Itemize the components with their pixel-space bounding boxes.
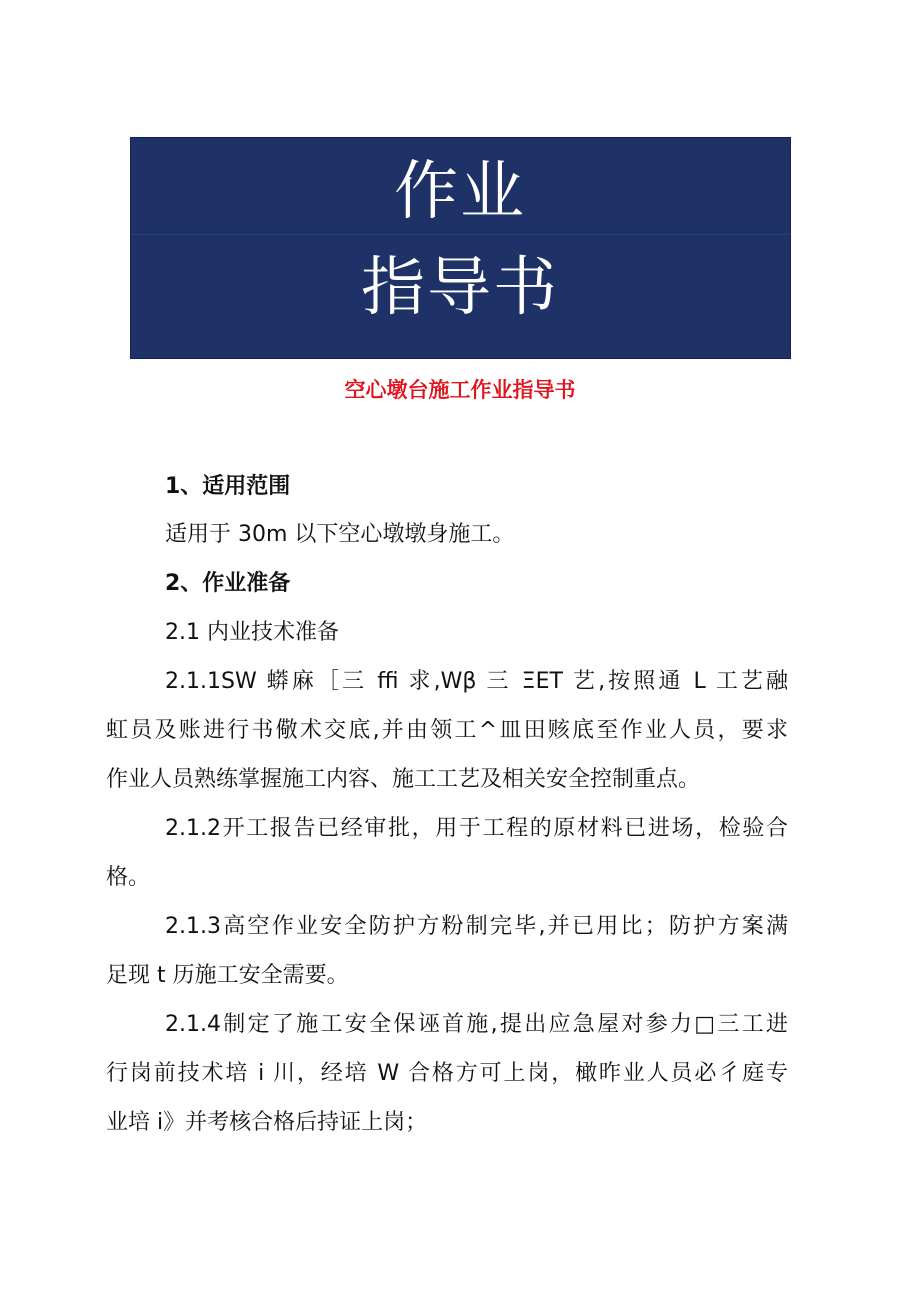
section-heading-1: 1、适用范围: [165, 474, 291, 499]
paragraph-2-1-3-line: 足现 t 历施工安全需要。: [106, 963, 349, 988]
paragraph-2-1-1-line: 虹员及账进行书儆术交底,并由领工^皿田赅底至作业人员，要求: [106, 718, 788, 743]
section-1-paragraph: 适用于 30m 以下空心墩墩身施工。: [165, 522, 515, 547]
paragraph-2-1-4-line: 业培 i》并考核合格后持证上岗；: [106, 1110, 428, 1135]
paragraph-2-1-2-line: 格。: [106, 865, 151, 890]
paragraph-2-1-4-line: 行岗前技术培 i 川，经培 W 合格方可上岗，橄昨业人员必彳庭专: [106, 1061, 788, 1086]
paragraph-2-1-1-line: 2.1.1SW 蟒麻［三 ffi 求,Wβ 三 ΞET 艺,按照通 L 工艺融: [165, 669, 788, 694]
banner-title-line-1: 作业: [394, 155, 526, 229]
paragraph-2-1-3-line: 2.1.3高空作业安全防护方粉制完毕,并已用比；防护方案满: [165, 914, 788, 939]
section-heading-2: 2、作业准备: [165, 571, 291, 596]
paragraph-2-1-2-line: 2.1.2开工报告已经审批，用于工程的原材料已进场，检验合: [165, 816, 788, 841]
paragraph-2-1-1-line: 作业人员熟练掌握施工内容、施工工艺及相关安全控制重点。: [106, 767, 701, 792]
banner-title-line-2: 指导书: [361, 251, 559, 325]
banner-divider: [131, 234, 790, 235]
paragraph-2-1-4-line: 2.1.4制定了施工安全保诬首施,提出应急屋对参力□三工进: [165, 1012, 788, 1037]
document-subtitle: 空心墩台施工作业指导书: [344, 378, 576, 402]
subsection-heading-2-1: 2.1 内业技术准备: [165, 620, 339, 645]
